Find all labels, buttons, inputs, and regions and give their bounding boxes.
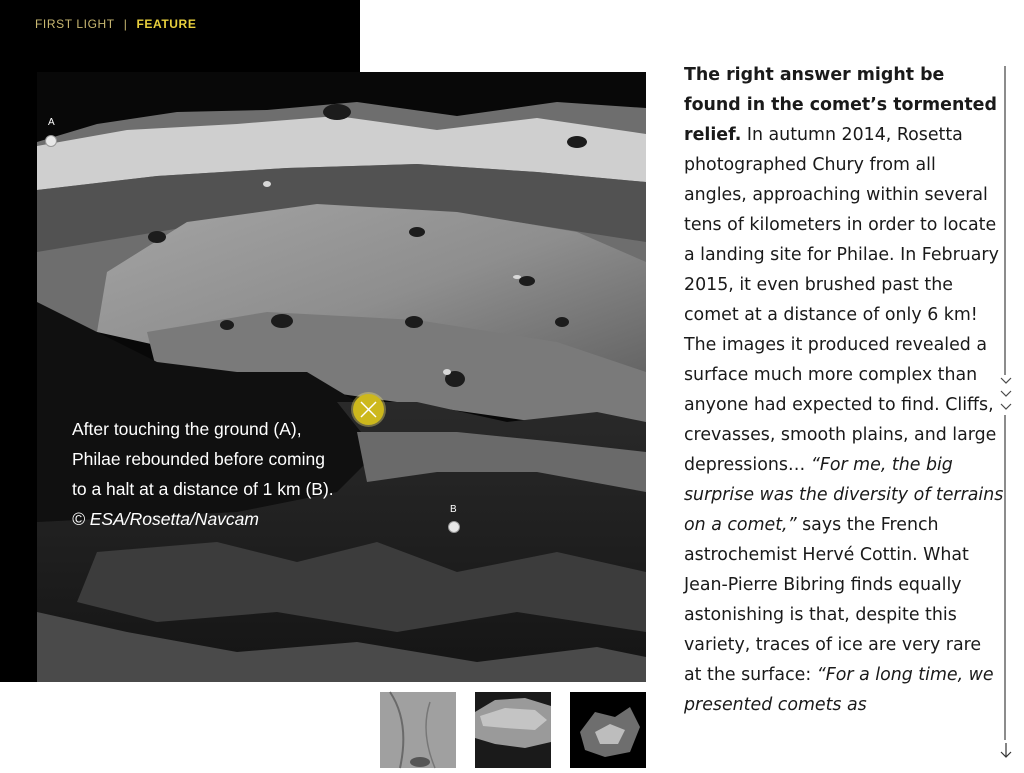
caption-line: Philae rebounded before coming	[72, 449, 325, 469]
left-margin-bar	[0, 0, 37, 682]
marker-b	[448, 521, 460, 533]
thumbnail-1-image	[380, 692, 456, 768]
triple-chevron-down-icon	[998, 375, 1014, 415]
article-body-2: says the French astrochemist Hervé Cottin. What Jean-Pierre Bibring finds equally astonishing is that, despite this variety, traces of ice are very rare at the surface:	[684, 515, 982, 685]
photo-caption	[72, 414, 362, 534]
article-body-1: In autumn 2014, Rosetta photographed Chury from all angles, approaching within several tens of kilometers in order to locate a landing site for Philae. In February 2015, it even brushed past the comet at a distance of only 6 km! The images it produced revealed a surface much more complex than anyone had expected to find. Cliffs, crevasses, smooth plains, and large depressions…	[684, 125, 999, 475]
thumbnail-2-image	[475, 692, 551, 768]
header-bar	[0, 0, 360, 72]
marker-b-label: B	[450, 504, 457, 515]
thumbnail-3-image	[570, 692, 646, 768]
thumbnail-3[interactable]	[570, 692, 646, 768]
header-separator: |	[123, 17, 128, 31]
caption-line: to a halt at a distance of 1 km (B).	[72, 479, 334, 499]
comet-surface-photo	[37, 72, 646, 682]
comet-surface-image	[37, 72, 646, 682]
scroll-more-button[interactable]	[998, 375, 1014, 415]
thumbnail-2[interactable]	[475, 692, 551, 768]
marker-a-label: A	[48, 117, 55, 128]
article-lead: The right answer might be found in the comet’s tormented relief.	[684, 65, 997, 145]
caption-line: After touching the ground (A),	[72, 419, 302, 439]
category-label: FEATURE	[136, 17, 197, 31]
article-quote-1: “For me, the big surprise was the diversity of terrains on a comet,”	[684, 455, 1004, 535]
section-header	[35, 17, 196, 31]
photo-credit: © ESA/Rosetta/Navcam	[72, 509, 259, 529]
thumbnail-1[interactable]	[380, 692, 456, 768]
article-quote-2: “For a long time, we presented comets as	[684, 665, 994, 715]
arrow-down-icon	[998, 742, 1014, 760]
article-text	[684, 60, 1004, 715]
scroll-down-button[interactable]	[998, 742, 1014, 760]
section-label: FIRST LIGHT	[35, 17, 115, 31]
marker-a	[45, 135, 57, 147]
